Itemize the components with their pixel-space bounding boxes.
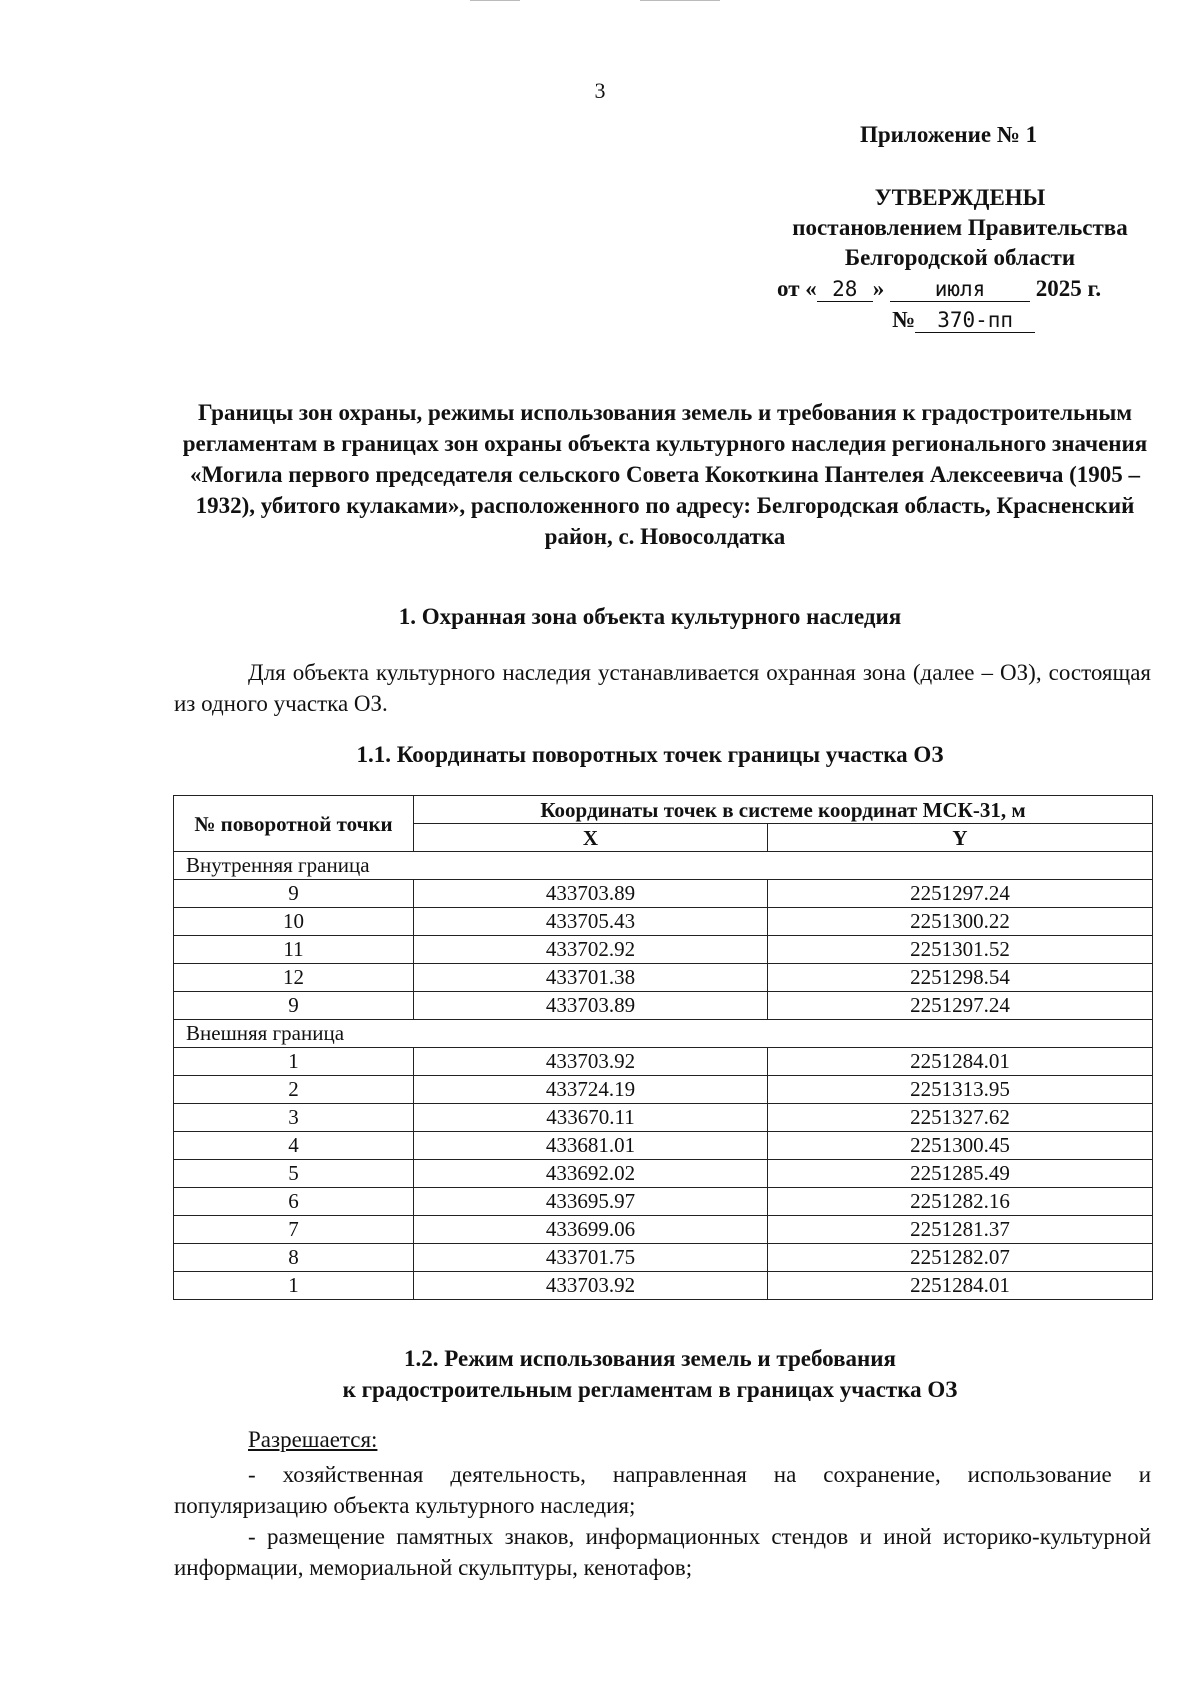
x-cell: 433703.89: [414, 880, 768, 908]
y-cell: 2251301.52: [768, 936, 1153, 964]
appendix-label: Приложение № 1: [860, 122, 1038, 147]
document-title: Границы зон охраны, режимы использования земель и требования к градостроительным регламентам в границах зон охраны объекта культурного наследия регионального значения «Могила первого председателя сельского Совета Кокоткина Пантелея Алексеевича (1905 –1932), убитого кулаками», расположенного по адресу: Белгородская область, Красненский район, с. Новосолдатка: [182, 400, 1148, 549]
y-cell: 2251327.62: [768, 1104, 1153, 1132]
date-year: 2025 г.: [1035, 276, 1102, 301]
x-cell: 433703.89: [414, 992, 768, 1020]
permitted-item-1: - хозяйственная деятельность, направленная на сохранение, использование и популяризацию объекта культурного наследия;: [174, 1462, 1151, 1518]
y-cell: 2251282.07: [768, 1244, 1153, 1272]
point-cell: 6: [174, 1188, 414, 1216]
point-cell: 5: [174, 1160, 414, 1188]
table-row: [174, 908, 1153, 936]
date-day: 28: [817, 277, 873, 302]
permitted-label: Разрешается:: [248, 1427, 378, 1452]
x-cell: 433670.11: [414, 1104, 768, 1132]
table-row: [174, 1076, 1153, 1104]
section-1-1-heading: 1.1. Координаты поворотных точек границы участка ОЗ: [356, 742, 944, 767]
approval-number: [892, 307, 1035, 333]
approval-line-1: постановлением Правительства: [792, 215, 1128, 240]
coordinates-table: [173, 795, 1153, 1300]
table-row: [174, 880, 1153, 908]
approval-date: [777, 276, 1101, 302]
table-row: [174, 1188, 1153, 1216]
table-row: [174, 1132, 1153, 1160]
x-cell: 433692.02: [414, 1160, 768, 1188]
point-cell: 3: [174, 1104, 414, 1132]
x-cell: 433681.01: [414, 1132, 768, 1160]
x-cell: 433701.38: [414, 964, 768, 992]
point-cell: 7: [174, 1216, 414, 1244]
table-row: [174, 1244, 1153, 1272]
x-cell: 433703.92: [414, 1272, 768, 1300]
section-1-intro: Для объекта культурного наследия устанавливается охранная зона (далее – ОЗ), состоящая из одного участка ОЗ.: [174, 660, 1151, 716]
permitted-item-2: - размещение памятных знаков, информационных стендов и иной историко-культурной информации, мемориальной скульптуры, кенотафов;: [174, 1524, 1151, 1580]
point-cell: 9: [174, 992, 414, 1020]
scan-artifact: [640, 0, 720, 1]
x-cell: 433702.92: [414, 936, 768, 964]
x-cell: 433695.97: [414, 1188, 768, 1216]
header-coordinates: Координаты точек в системе координат МСК-31, м: [414, 796, 1153, 824]
date-prefix: от «: [777, 276, 817, 301]
x-cell: 433701.75: [414, 1244, 768, 1272]
y-cell: 2251281.37: [768, 1216, 1153, 1244]
approved-heading: УТВЕРЖДЕНЫ: [874, 185, 1046, 210]
point-cell: 10: [174, 908, 414, 936]
page-number: 3: [594, 78, 606, 103]
group-label: Внешняя граница: [174, 1020, 1153, 1048]
point-cell: 4: [174, 1132, 414, 1160]
header-y: Y: [768, 824, 1153, 852]
y-cell: 2251298.54: [768, 964, 1153, 992]
group-row-inner: [174, 852, 1153, 880]
header-x: X: [414, 824, 768, 852]
point-cell: 1: [174, 1272, 414, 1300]
x-cell: 433703.92: [414, 1048, 768, 1076]
y-cell: 2251297.24: [768, 880, 1153, 908]
y-cell: 2251313.95: [768, 1076, 1153, 1104]
group-label: Внутренняя граница: [174, 852, 1153, 880]
point-cell: 2: [174, 1076, 414, 1104]
y-cell: 2251284.01: [768, 1272, 1153, 1300]
x-cell: 433705.43: [414, 908, 768, 936]
y-cell: 2251284.01: [768, 1048, 1153, 1076]
section-1-2-heading: [0, 1343, 1200, 1405]
table-row: [174, 936, 1153, 964]
scan-artifact: [470, 0, 520, 1]
point-cell: 8: [174, 1244, 414, 1272]
date-mid: »: [872, 276, 885, 301]
date-month: июля: [890, 277, 1030, 302]
table-row: [174, 964, 1153, 992]
y-cell: 2251300.45: [768, 1132, 1153, 1160]
table-row: [174, 1048, 1153, 1076]
section-1-2-heading-line-2: к градостроительным регламентам в границах участка ОЗ: [342, 1377, 958, 1402]
x-cell: 433724.19: [414, 1076, 768, 1104]
x-cell: 433699.06: [414, 1216, 768, 1244]
y-cell: 2251297.24: [768, 992, 1153, 1020]
point-cell: 11: [174, 936, 414, 964]
y-cell: 2251300.22: [768, 908, 1153, 936]
table-row: [174, 1104, 1153, 1132]
table-row: [174, 1272, 1153, 1300]
table-row: [174, 992, 1153, 1020]
section-1-heading: 1. Охранная зона объекта культурного наследия: [398, 604, 902, 629]
y-cell: 2251282.16: [768, 1188, 1153, 1216]
point-cell: 1: [174, 1048, 414, 1076]
point-cell: 12: [174, 964, 414, 992]
approval-block: [760, 183, 1160, 273]
number-prefix: №: [892, 307, 916, 332]
number-value: 370-пп: [915, 308, 1035, 333]
table-row: [174, 1216, 1153, 1244]
point-cell: 9: [174, 880, 414, 908]
section-1-2-heading-line-1: 1.2. Режим использования земель и требования: [404, 1346, 896, 1371]
group-row-outer: [174, 1020, 1153, 1048]
y-cell: 2251285.49: [768, 1160, 1153, 1188]
header-point: № поворотной точки: [174, 796, 414, 852]
table-row: [174, 1160, 1153, 1188]
approval-line-2: Белгородской области: [844, 245, 1076, 270]
